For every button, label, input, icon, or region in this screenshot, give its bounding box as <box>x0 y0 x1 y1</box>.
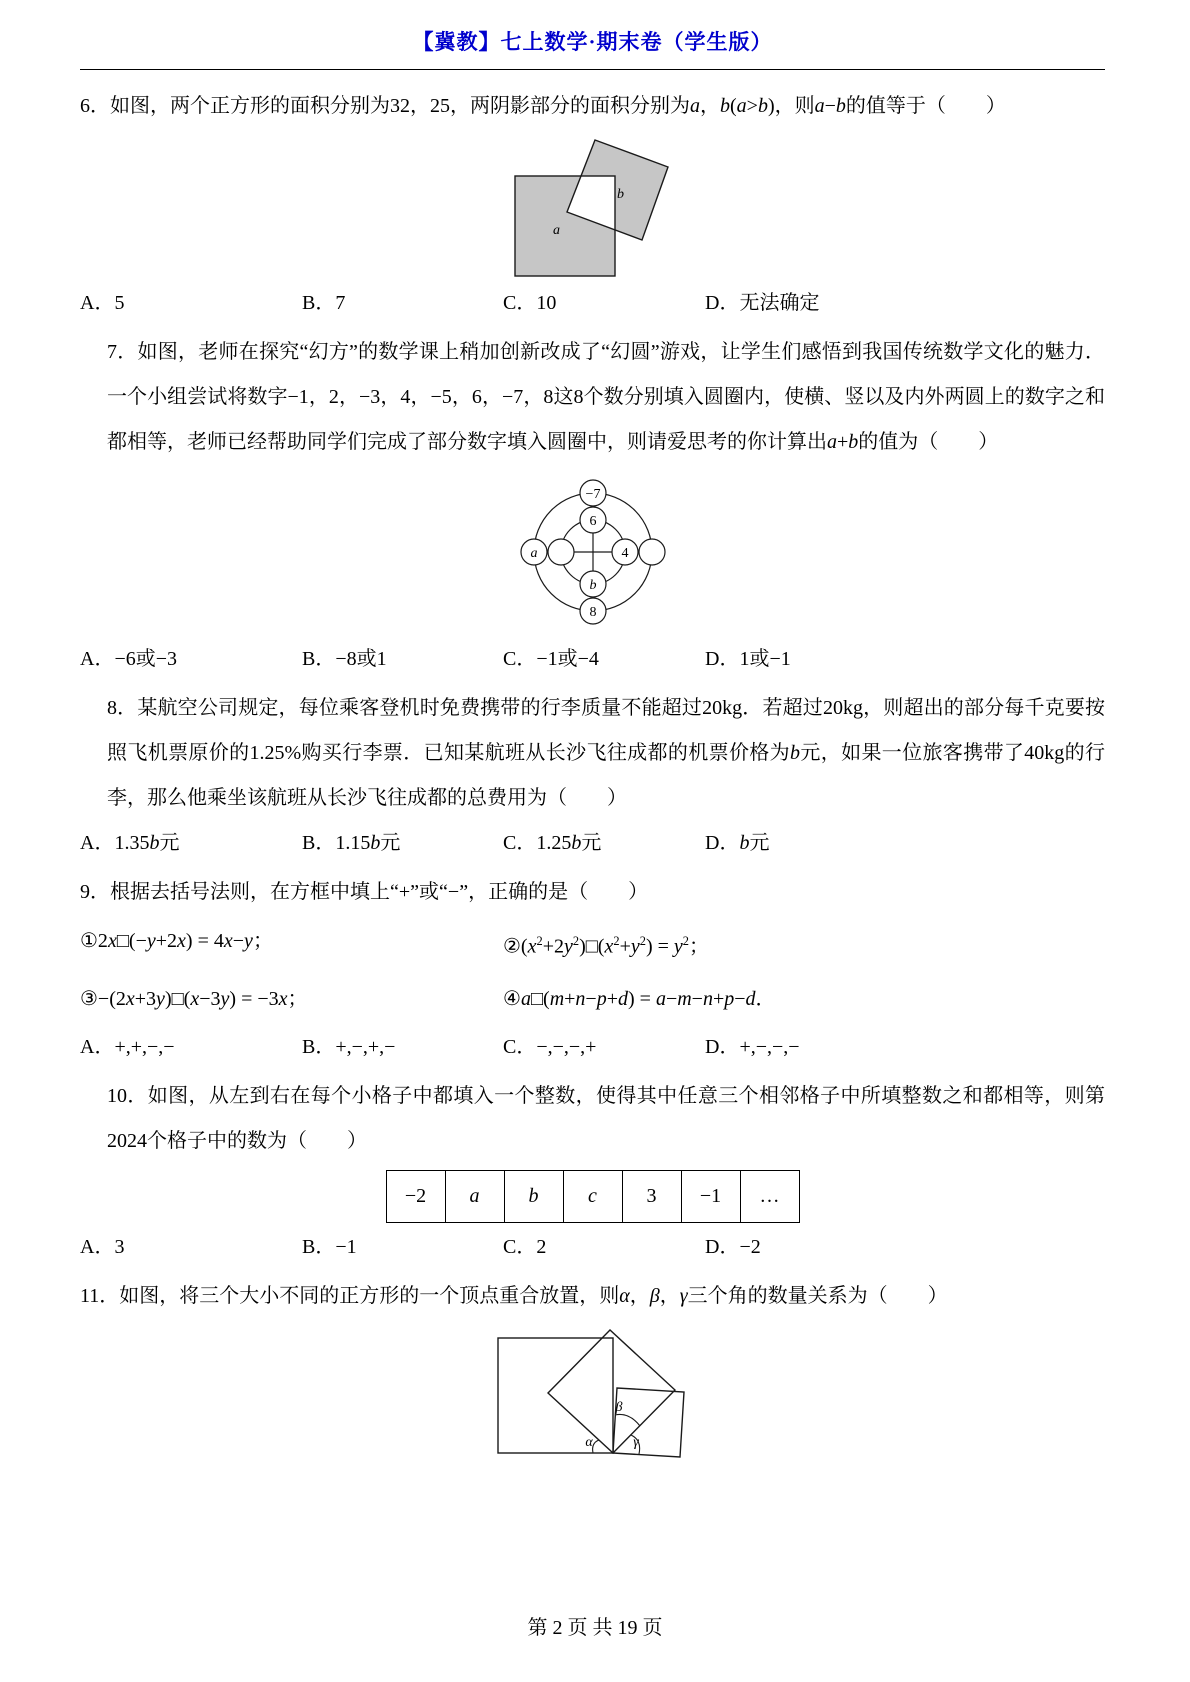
two-squares-figure <box>505 133 681 279</box>
question-7-text: 7．如图，老师在探究“幻方”的数学课上稍加创新改成了“幻圆”游戏，让学生们感悟到我国传统数学文化的魅力．一个小组尝试将数字−1，2，−3，4，−5，6，−7，8这8个数分别填入圆圈内，使横、竖以及内外两圆上的数字之和都相等，老师已经帮助同学们完成了部分数字填入圆圈中，则请爱思考的你计算出a+b的值为（ ） <box>107 341 1105 453</box>
three-squares-figure <box>493 1323 693 1471</box>
option-6-a: A．5 <box>80 292 125 314</box>
alpha-arc <box>592 1440 598 1453</box>
beta-arc <box>615 1414 640 1426</box>
large-square <box>498 1338 613 1453</box>
option-8-d: D．b元 <box>705 832 770 854</box>
question-9-expressions <box>80 915 1105 1025</box>
option-10-a: A．3 <box>80 1235 125 1258</box>
node-top-value: −7 <box>585 487 600 502</box>
option-10-b: B．−1 <box>302 1235 357 1258</box>
node-inner-right-value: 4 <box>621 546 628 561</box>
beta-label: β <box>615 1399 622 1415</box>
alpha-label: α <box>584 1434 593 1450</box>
question-6-options <box>80 281 1105 326</box>
question-6-text: 6．如图，两个正方形的面积分别为32，25，两阴影部分的面积分别为a，b(a>b)，则a−b的值等于（ ） <box>80 95 1006 117</box>
option-9-b: B．+,−,+,− <box>302 1035 396 1058</box>
number-strip-figure <box>386 1170 800 1223</box>
node-inner-left-empty <box>548 539 574 565</box>
node-inner-top-value: 6 <box>589 514 596 529</box>
node-bottom-value: 8 <box>589 605 596 620</box>
option-8-c: C．1.25b元 <box>503 832 602 854</box>
page-header <box>80 26 1105 56</box>
node-inner-bottom-value: b <box>589 578 596 593</box>
strip-cell-2: a <box>445 1170 504 1222</box>
option-10-d: D．−2 <box>705 1235 761 1258</box>
strip-cell-5: 3 <box>622 1170 681 1222</box>
option-6-d: D．无法确定 <box>705 292 820 314</box>
option-9-a: A．+,+,−,− <box>80 1035 175 1058</box>
question-8 <box>80 686 1105 866</box>
question-6-figure <box>80 133 1105 279</box>
header-divider <box>80 69 1105 70</box>
question-9-options <box>80 1025 1105 1070</box>
option-9-c: C．−,−,−,+ <box>503 1035 597 1058</box>
small-square <box>613 1388 684 1457</box>
question-10-options <box>80 1225 1105 1270</box>
expression-3: ③−(2x+3y)□(x−3y) = −3x； <box>80 987 308 1010</box>
strip-cell-1: −2 <box>386 1170 445 1222</box>
option-6-b: B．7 <box>302 292 346 314</box>
strip-cell-4: c <box>563 1170 622 1222</box>
question-11-text: 11．如图，将三个大小不同的正方形的一个顶点重合放置，则α，β，γ三个角的数量关系为（ ） <box>80 1284 948 1307</box>
gamma-label: γ <box>632 1434 639 1450</box>
question-10 <box>80 1074 1105 1270</box>
option-7-d: D．1或−1 <box>705 648 791 670</box>
question-10-text: 10．如图，从左到右在每个小格子中都填入一个整数，使得其中任意三个相邻格子中所填整数之和都相等，则第2024个格子中的数为（ ） <box>107 1084 1105 1152</box>
question-6 <box>80 84 1105 326</box>
option-6-c: C．10 <box>503 292 557 314</box>
magic-circle-figure <box>515 469 671 635</box>
question-8-options <box>80 821 1105 866</box>
strip-row <box>386 1170 799 1222</box>
option-9-d: D．+,−,−,− <box>705 1035 800 1058</box>
question-7-options <box>80 637 1105 682</box>
expression-2: $②(x^2+2y^2)□(x^2+y^2) = y^2$； <box>503 934 709 958</box>
expression-4: ④a□(m+n−p+d) = a−m−n+p−d． <box>503 987 776 1010</box>
strip-cell-3: b <box>504 1170 563 1222</box>
expression-1: ①2x□(−y+2x) = 4x−y； <box>80 930 273 952</box>
option-8-b: B．1.15b元 <box>302 832 401 854</box>
strip-cell-7: … <box>740 1170 799 1222</box>
option-7-a: A．−6或−3 <box>80 648 178 670</box>
option-10-c: C．2 <box>503 1235 547 1258</box>
option-7-b: B．−8或1 <box>302 648 387 670</box>
page-number: 第 2 页 共 19 页 <box>527 1617 663 1639</box>
square-a-label: a <box>552 223 560 238</box>
strip-cell-6: −1 <box>681 1170 740 1222</box>
option-8-a: A．1.35b元 <box>80 832 180 854</box>
question-9 <box>80 870 1105 1070</box>
medium-square <box>548 1330 675 1453</box>
square-b-label: b <box>616 187 624 202</box>
question-9-text: 9．根据去括号法则，在方框中填上“+”或“−”，正确的是（ ） <box>80 881 649 903</box>
exam-title: 【冀教】七上数学·期末卷（学生版） <box>412 30 773 54</box>
question-11 <box>80 1274 1105 1471</box>
node-left-value: a <box>530 546 537 561</box>
question-11-figure <box>80 1323 1105 1471</box>
question-8-text: 8．某航空公司规定，每位乘客登机时免费携带的行李质量不能超过20kg．若超过20kg，则超出的部分每千克要按照飞机票原价的1.25%购买行李票．已知某航班从长沙飞往成都的机票价格为b元，如果一位旅客携带了40kg的行李，那么他乘坐该航班从长沙飞往成都的总费用为（ ） <box>107 697 1106 809</box>
question-7 <box>80 330 1105 682</box>
question-7-figure <box>80 469 1105 635</box>
node-right-empty <box>639 539 665 565</box>
option-7-c: C．−1或−4 <box>503 648 599 670</box>
